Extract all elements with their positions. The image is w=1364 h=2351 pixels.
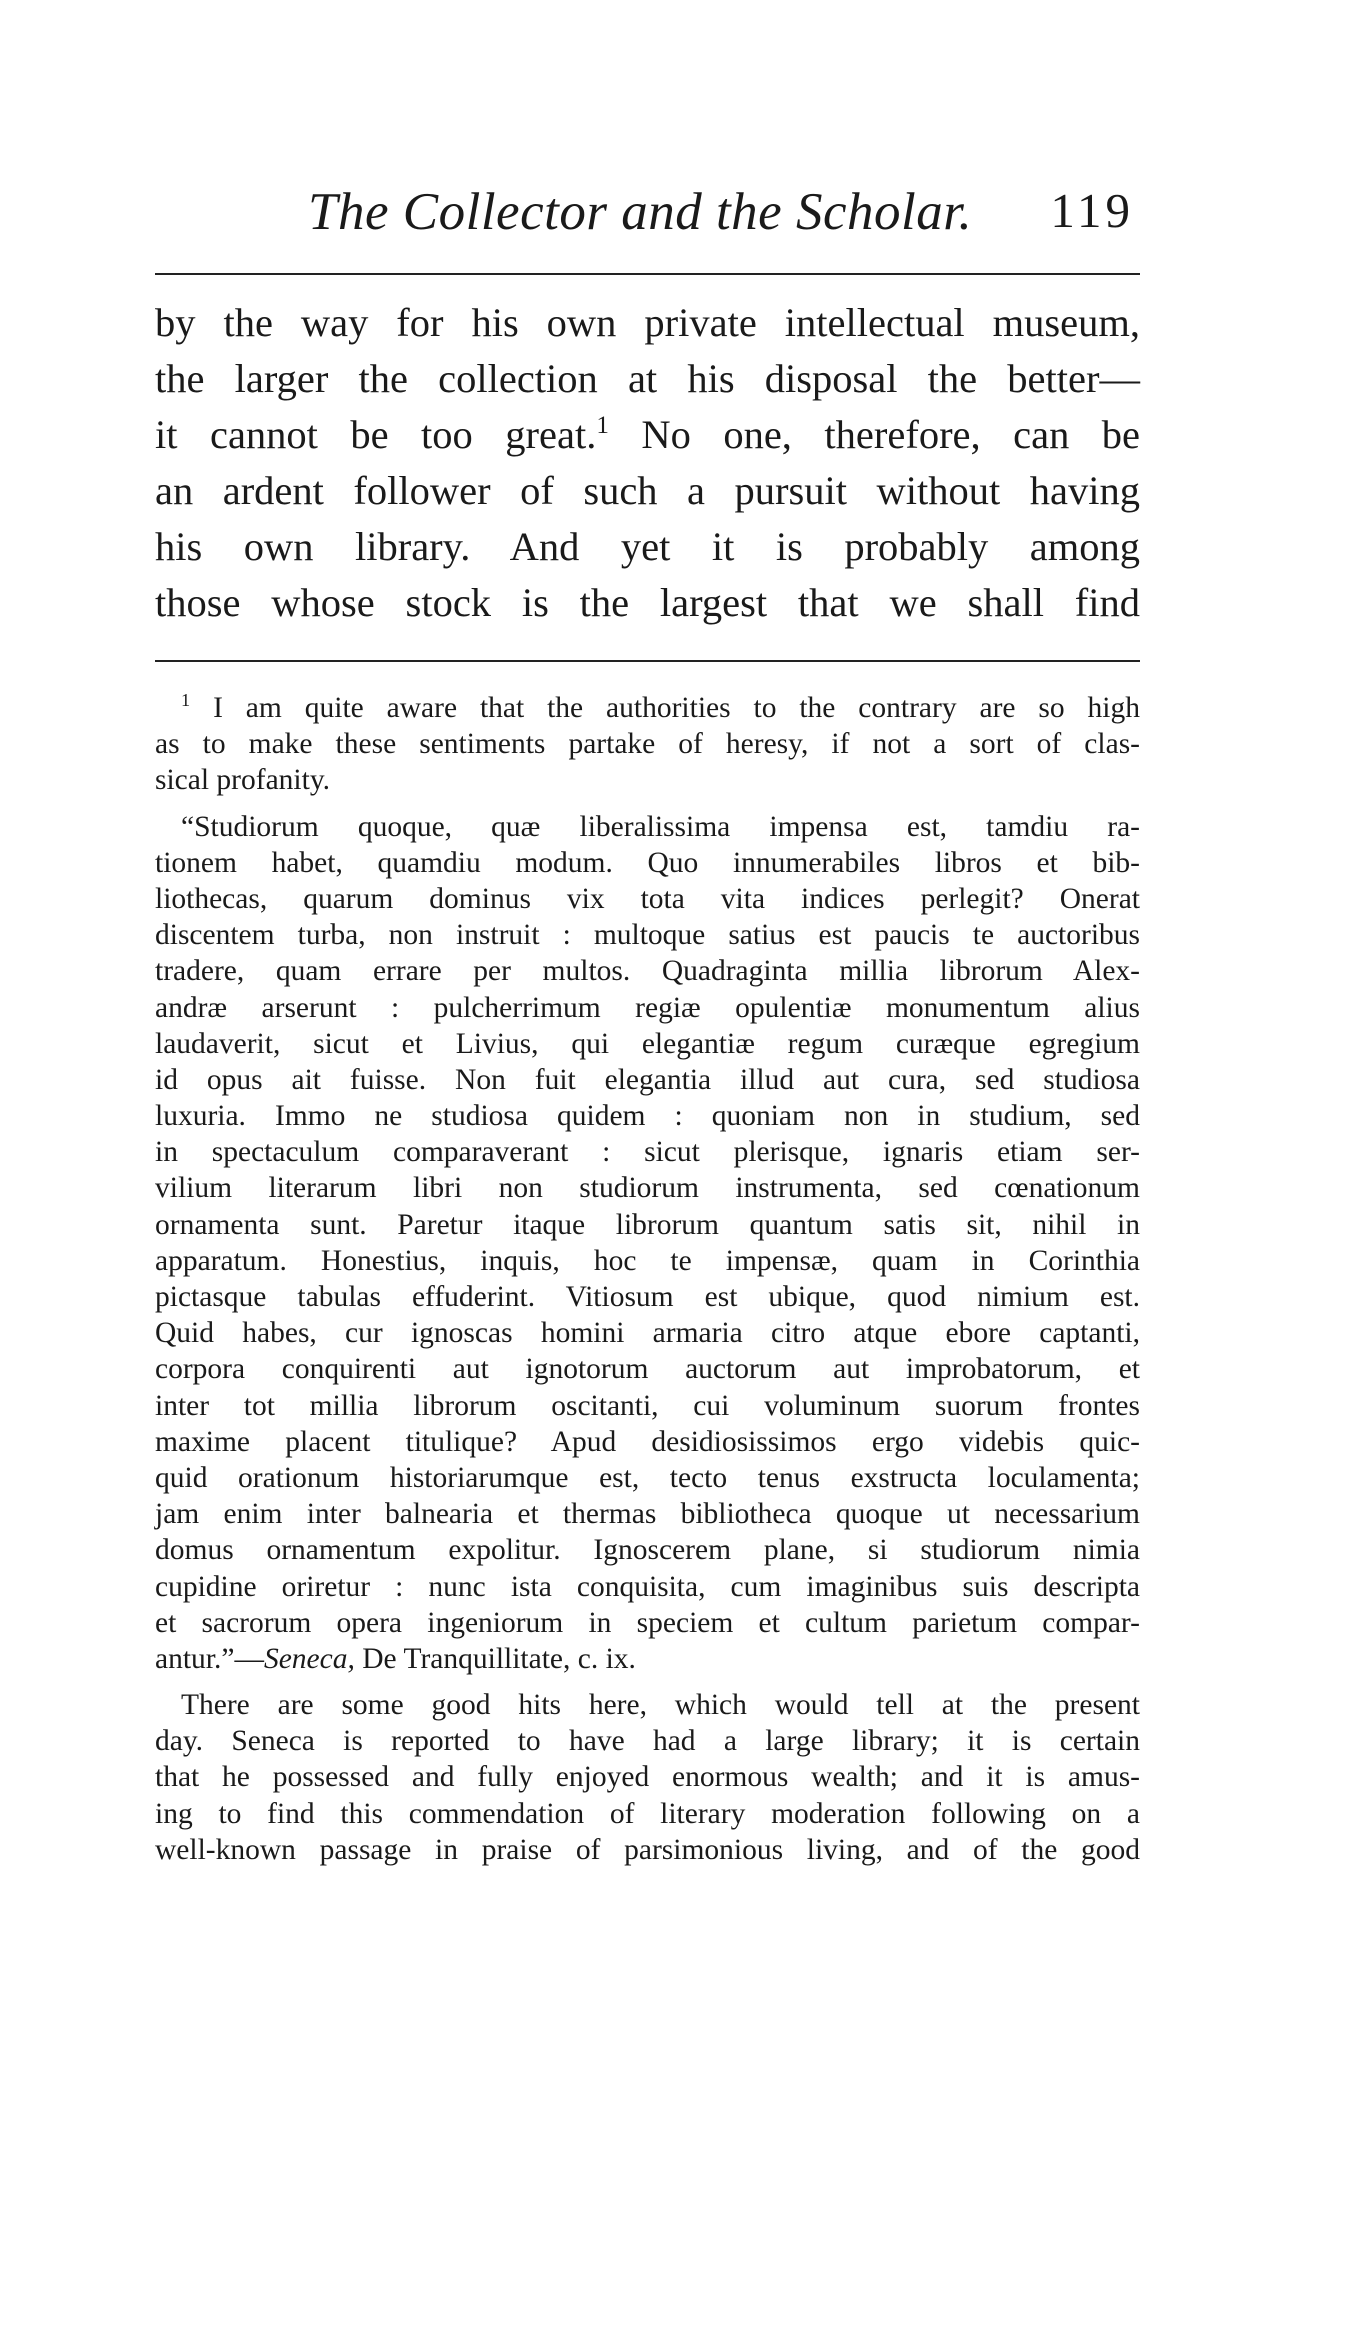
footnote-line: corpora conquirenti aut ignotorum auctorum aut improbatorum, et	[155, 1353, 1140, 1386]
footnote-text: I am quite aware that the authorities to the contrary are so high	[213, 692, 1141, 724]
commentary-line: well-known passage in praise of parsimonious living, and of the good	[155, 1833, 1140, 1866]
footnote-reference: 1	[596, 411, 609, 439]
footnote-rule	[155, 660, 1140, 662]
footnote-line: domus ornamentum expolitur. Ignoscerem plane, si studiorum nimia	[155, 1534, 1140, 1567]
footnote-line: pictasque tabulas effuderint. Vitiosum est ubique, quod nimium est.	[155, 1281, 1140, 1313]
footnote-line: laudaverit, sicut et Livius, qui elegantiæ regum curæque egregium	[155, 1027, 1140, 1060]
footnote-line: cupidine oriretur : nunc ista conquisita, cum imaginibus suis descripta	[155, 1570, 1140, 1603]
paragraph-gap	[155, 1677, 1140, 1687]
footnote-line: vilium literarum libri non studiorum instrumenta, sed cœnationum	[155, 1172, 1140, 1205]
header-rule	[155, 273, 1140, 275]
footnote-marker: 1	[181, 690, 191, 711]
body-line: an ardent follower of such a pursuit without having	[155, 468, 1140, 513]
body-line-text: it cannot be too great.	[155, 412, 597, 457]
citation-author: Seneca,	[263, 1642, 355, 1675]
body-line-text: No one, therefore, can be	[641, 412, 1140, 457]
footnote-line: andræ arserunt : pulcherrimum regiæ opulentiæ monumentum alius	[155, 991, 1140, 1024]
commentary-line: There are some good hits here, which would tell at the present	[181, 1689, 1140, 1722]
paragraph-gap	[155, 799, 1140, 809]
footnote-line: quid orationum historiarumque est, tecto tenus exstructa loculamenta;	[155, 1461, 1140, 1494]
citation-lead: antur.”—	[155, 1642, 264, 1675]
running-title: The Collector and the Scholar.	[308, 183, 973, 241]
footnote-line: discentem turba, non instruit : multoque satius est paucis te auctoribus	[155, 919, 1140, 952]
footnote-line	[155, 690, 1140, 726]
citation-line	[155, 1641, 1140, 1677]
footnote-line: luxuria. Immo ne studiosa quidem : quoniam non in studium, sed	[155, 1100, 1140, 1133]
footnote-line: as to make these sentiments partake of heresy, if not a sort of clas-	[155, 728, 1140, 761]
body-line	[155, 407, 1140, 463]
footnote-line: tradere, quam errare per multos. Quadraginta millia librorum Alex-	[155, 955, 1140, 988]
footnote-line: jam enim inter balnearia et thermas bibliotheca quoque ut necessarium	[155, 1498, 1140, 1531]
footnotes	[155, 690, 1140, 1868]
footnote-line: inter tot millia librorum oscitanti, cui voluminum suorum frontes	[155, 1389, 1140, 1422]
footnote-line: et sacrorum opera ingeniorum in speciem et cultum parietum compar-	[155, 1606, 1140, 1639]
footnote-line: tionem habet, quamdiu modum. Quo innumerabiles libros et bib-	[155, 846, 1140, 879]
commentary-line: that he possessed and fully enjoyed enormous wealth; and it is amus-	[155, 1761, 1140, 1794]
body-line: his own library. And yet it is probably among	[155, 524, 1140, 569]
body-line: those whose stock is the largest that we shall find	[155, 580, 1140, 625]
running-head	[0, 182, 1364, 252]
footnote-line: apparatum. Honestius, inquis, hoc te impensæ, quam in Corinthia	[155, 1244, 1140, 1277]
body-line: by the way for his own private intellectual museum,	[155, 300, 1140, 345]
page-number: 119	[1050, 183, 1134, 238]
commentary-line: day. Seneca is reported to have had a large library; it is certain	[155, 1725, 1140, 1758]
commentary-line: ing to find this commendation of literary moderation following on a	[155, 1797, 1140, 1830]
footnote-line: “Studiorum quoque, quæ liberalissima impensa est, tamdiu ra-	[181, 810, 1140, 843]
citation-work: De Tranquillitate, c. ix.	[354, 1642, 636, 1675]
footnote-line: Quid habes, cur ignoscas homini armaria citro atque ebore captanti,	[155, 1317, 1140, 1350]
footnote-line: ornamenta sunt. Paretur itaque librorum quantum satis sit, nihil in	[155, 1208, 1140, 1241]
footnote-line: maxime placent titulique? Apud desidiosissimos ergo videbis quic-	[155, 1425, 1140, 1458]
main-text	[155, 295, 1140, 631]
footnote-line: in spectaculum comparaverant : sicut plerisque, ignaris etiam ser-	[155, 1136, 1140, 1169]
footnote-line: id opus ait fuisse. Non fuit elegantia illud aut cura, sed studiosa	[155, 1063, 1140, 1096]
body-line: the larger the collection at his disposal the better—	[155, 356, 1140, 401]
footnote-line: liothecas, quarum dominus vix tota vita indices perlegit? Onerat	[155, 882, 1140, 915]
footnote-line: sical profanity.	[155, 764, 331, 797]
